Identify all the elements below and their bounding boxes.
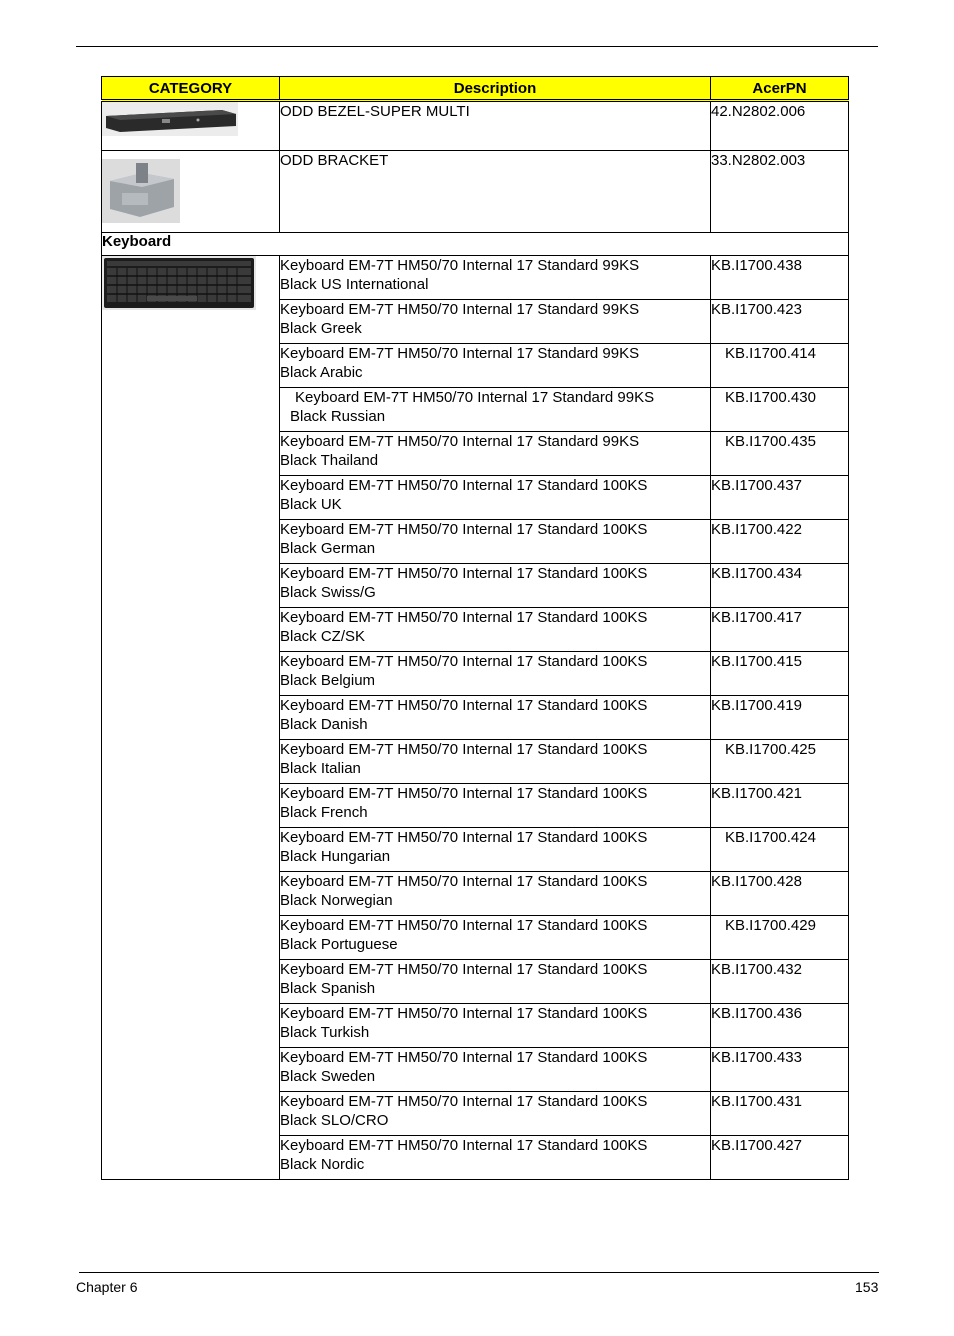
keyboard-description: Keyboard EM-7T HM50/70 Internal 17 Standard 100KS Black Norwegian — [280, 872, 711, 916]
footer-page-number: 153 — [855, 1279, 879, 1295]
keyboard-pn: KB.I1700.431 — [711, 1092, 849, 1136]
odd-bracket-image-cell — [102, 151, 280, 233]
keyboard-pn: KB.I1700.436 — [711, 1004, 849, 1048]
keyboard-description: Keyboard EM-7T HM50/70 Internal 17 Standard 100KS Black Portuguese — [280, 916, 711, 960]
header-category: CATEGORY — [102, 77, 280, 101]
keyboard-description: Keyboard EM-7T HM50/70 Internal 17 Standard 100KS Black Sweden — [280, 1048, 711, 1092]
keyboard-description: Keyboard EM-7T HM50/70 Internal 17 Standard 100KS Black Belgium — [280, 652, 711, 696]
keyboard-description: Keyboard EM-7T HM50/70 Internal 17 Standard 99KS Black US International — [280, 256, 711, 300]
keyboard-pn: KB.I1700.438 — [711, 256, 849, 300]
odd-bracket-image — [102, 159, 180, 223]
keyboard-pn: KB.I1700.422 — [711, 520, 849, 564]
keyboard-pn: KB.I1700.430 — [711, 388, 849, 432]
keyboard-description: Keyboard EM-7T HM50/70 Internal 17 Standard 100KS Black SLO/CRO — [280, 1092, 711, 1136]
odd-bracket-description: ODD BRACKET — [280, 151, 711, 233]
parts-table — [101, 76, 849, 1180]
keyboard-description: Keyboard EM-7T HM50/70 Internal 17 Standard 99KS Black Thailand — [280, 432, 711, 476]
keyboard-description: Keyboard EM-7T HM50/70 Internal 17 Standard 100KS Black Danish — [280, 696, 711, 740]
keyboard-pn: KB.I1700.427 — [711, 1136, 849, 1180]
keyboard-pn: KB.I1700.417 — [711, 608, 849, 652]
keyboard-pn: KB.I1700.435 — [711, 432, 849, 476]
keyboard-description: Keyboard EM-7T HM50/70 Internal 17 Standard 100KS Black CZ/SK — [280, 608, 711, 652]
keyboard-description: Keyboard EM-7T HM50/70 Internal 17 Standard 100KS Black Turkish — [280, 1004, 711, 1048]
keyboard-pn: KB.I1700.437 — [711, 476, 849, 520]
keyboard-description: Keyboard EM-7T HM50/70 Internal 17 Standard 100KS Black Hungarian — [280, 828, 711, 872]
keyboard-pn: KB.I1700.421 — [711, 784, 849, 828]
header-rule — [76, 46, 878, 47]
keyboard-description: Keyboard EM-7T HM50/70 Internal 17 Standard 100KS Black Italian — [280, 740, 711, 784]
odd-bezel-image-cell — [102, 101, 280, 151]
keyboard-pn: KB.I1700.415 — [711, 652, 849, 696]
footer-chapter: Chapter 6 — [76, 1279, 138, 1295]
header-acerpn: AcerPN — [711, 77, 849, 101]
table-header-row — [102, 77, 849, 101]
table-row — [102, 151, 849, 233]
keyboard-description: Keyboard EM-7T HM50/70 Internal 17 Standard 99KS Black Arabic — [280, 344, 711, 388]
keyboard-pn: KB.I1700.424 — [711, 828, 849, 872]
keyboard-description: Keyboard EM-7T HM50/70 Internal 17 Standard 99KS Black Russian — [280, 388, 711, 432]
keyboard-description: Keyboard EM-7T HM50/70 Internal 17 Standard 100KS Black French — [280, 784, 711, 828]
keyboard-pn: KB.I1700.423 — [711, 300, 849, 344]
keyboard-pn: KB.I1700.434 — [711, 564, 849, 608]
section-row — [102, 233, 849, 256]
table-row — [102, 256, 849, 300]
keyboard-description: Keyboard EM-7T HM50/70 Internal 17 Standard 100KS Black UK — [280, 476, 711, 520]
odd-bracket-pn: 33.N2802.003 — [711, 151, 849, 233]
keyboard-pn: KB.I1700.428 — [711, 872, 849, 916]
keyboard-pn: KB.I1700.432 — [711, 960, 849, 1004]
keyboard-pn: KB.I1700.419 — [711, 696, 849, 740]
header-description: Description — [280, 77, 711, 101]
keyboard-description: Keyboard EM-7T HM50/70 Internal 17 Standard 99KS Black Greek — [280, 300, 711, 344]
footer-rule — [79, 1272, 879, 1273]
odd-bezel-description: ODD BEZEL-SUPER MULTI — [280, 101, 711, 151]
odd-bezel-image — [102, 102, 238, 136]
table-row — [102, 101, 849, 151]
keyboard-image — [102, 256, 256, 310]
keyboard-description: Keyboard EM-7T HM50/70 Internal 17 Standard 100KS Black Nordic — [280, 1136, 711, 1180]
keyboard-pn: KB.I1700.414 — [711, 344, 849, 388]
section-keyboard: Keyboard — [102, 233, 849, 256]
odd-bezel-pn: 42.N2802.006 — [711, 101, 849, 151]
keyboard-description: Keyboard EM-7T HM50/70 Internal 17 Standard 100KS Black German — [280, 520, 711, 564]
keyboard-description: Keyboard EM-7T HM50/70 Internal 17 Standard 100KS Black Spanish — [280, 960, 711, 1004]
keyboard-pn: KB.I1700.429 — [711, 916, 849, 960]
keyboard-image-cell — [102, 256, 280, 1180]
keyboard-pn: KB.I1700.433 — [711, 1048, 849, 1092]
keyboard-pn: KB.I1700.425 — [711, 740, 849, 784]
keyboard-description: Keyboard EM-7T HM50/70 Internal 17 Standard 100KS Black Swiss/G — [280, 564, 711, 608]
